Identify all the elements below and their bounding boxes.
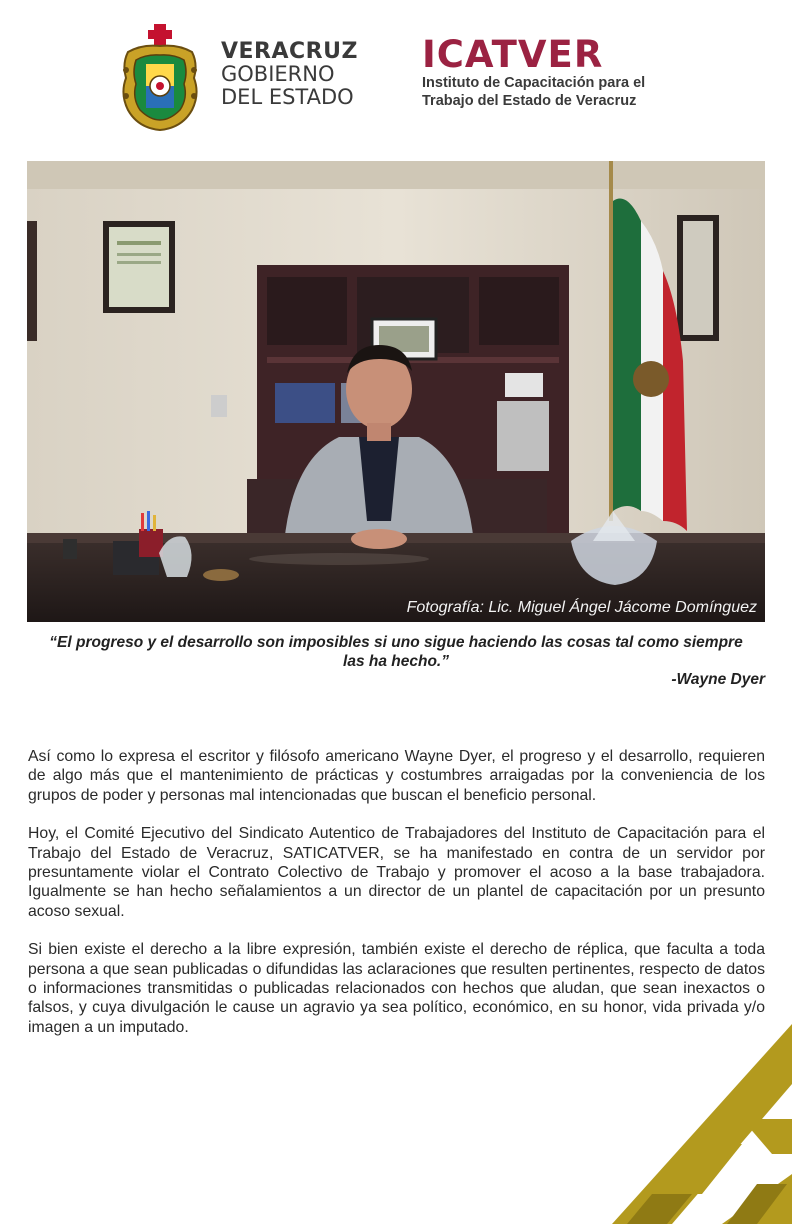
photo-caption: Fotografía: Lic. Miguel Ángel Jácome Domínguez xyxy=(406,599,757,616)
paragraph: Así como lo expresa el escritor y filósofo americano Wayne Dyer, el progreso y el desarrollo, requieren de algo más que el mantenimiento de prácticas y costumbres arraigadas por la conveniencia de los grupos de poder y personas mal intencionadas que buscan el beneficio personal. xyxy=(28,748,765,804)
paragraph: Hoy, el Comité Ejecutivo del Sindicato Autentico de Trabajadores del Instituto de Capacitación para el Trabajo del Estado de Veracruz, SATICATVER, se ha manifestado en contra de un servidor por presuntamente violar el Contrato Colectivo de Trabajo y promover el acoso a la base trabajadora. Igualmente se han hecho señalamientos a un director de un plantel de capacitación por un presunto acoso sexual. xyxy=(28,825,765,920)
icatver-subtitle-2: Trabajo del Estado de Veracruz xyxy=(422,93,637,109)
quote-author: -Wayne Dyer xyxy=(671,671,765,688)
article-body xyxy=(28,747,765,1056)
gov-line-2: GOBIERNO xyxy=(221,62,335,86)
office-photo xyxy=(27,161,765,622)
decorative-corner-pattern xyxy=(552,1024,792,1224)
page-header xyxy=(0,0,792,150)
icatver-logo xyxy=(422,33,646,110)
icatver-brand: ICATVER xyxy=(422,33,604,76)
veracruz-coat-of-arms-icon xyxy=(118,24,202,132)
government-wordmark xyxy=(221,40,358,109)
quote-text: “El progreso y el desarrollo son imposibles si uno sigue haciendo las cosas tal como siempre las ha hecho.” xyxy=(49,634,743,670)
icatver-subtitle-1: Instituto de Capacitación para el xyxy=(422,75,646,91)
paragraph: Si bien existe el derecho a la libre expresión, también existe el derecho de réplica, que faculta a toda persona a que sean publicadas o difundidas las aclaraciones que resulten pertinentes, respecto de datos o informaciones transmitidas o publicadas relacionados con hechos que aludan, que sean inexactos o falsos, y cuya divulgación le cause un agravio ya sea político, económico, en su honor, vida privada y/o imagen a un imputado. xyxy=(28,941,765,1036)
gov-line-1: VERACRUZ xyxy=(221,39,358,64)
gov-line-3: DEL ESTADO xyxy=(221,85,354,109)
